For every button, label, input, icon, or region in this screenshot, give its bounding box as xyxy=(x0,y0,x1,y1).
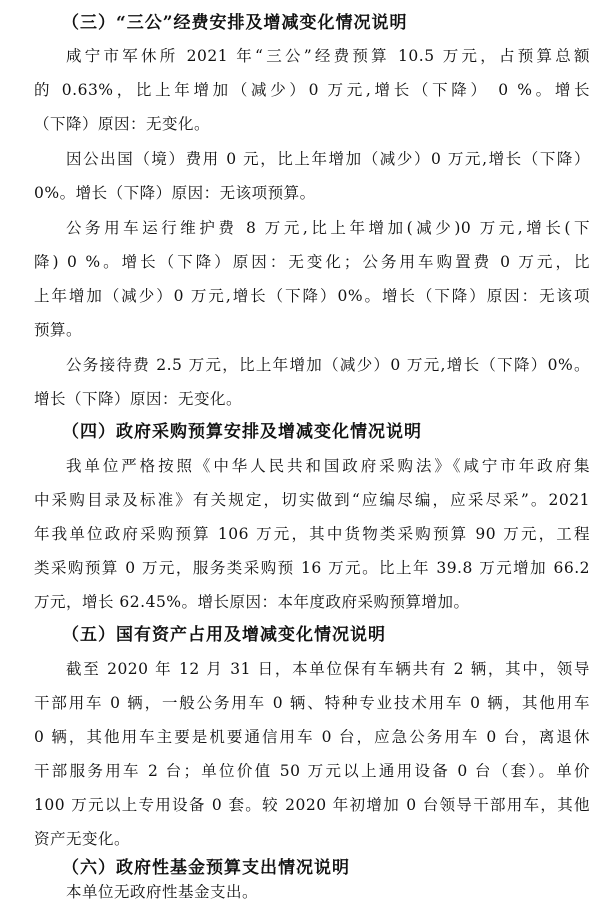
paragraph-line: 中采购目录及标准》有关规定，切实做到“应编尽编，应采尽采”。2021 xyxy=(34,491,590,509)
paragraph-line: 降) 0 %。增长（下降）原因：无变化；公务用车购置费 0 万元，比 xyxy=(34,253,590,271)
paragraph-line: 本单位无政府性基金支出。 xyxy=(66,883,259,901)
paragraph-line: 0%。增长（下降）原因：无该项预算。 xyxy=(34,184,316,202)
paragraph-line: 增长（下降）原因：无变化。 xyxy=(34,390,243,408)
section-heading-6: （六）政府性基金预算支出情况说明 xyxy=(62,858,350,878)
paragraph-line: 因公出国（境）费用 0 元，比上年增加（减少）0 万元,增长（下降） xyxy=(66,150,590,168)
paragraph-line: 资产无变化。 xyxy=(34,830,131,848)
section-heading-5: （五）国有资产占用及增减变化情况说明 xyxy=(62,625,386,645)
section-heading-3: （三）“三公”经费安排及增减变化情况说明 xyxy=(62,13,408,33)
paragraph-line: 万元，增长 62.45%。增长原因：本年度政府采购预算增加。 xyxy=(34,593,470,611)
paragraph-line: 上年增加（减少）0 万元,增长（下降）0%。增长（下降）原因：无该项 xyxy=(34,287,590,305)
paragraph-line: 0 辆，其他用车主要是机要通信用车 0 台，应急公务用车 0 台，离退休 xyxy=(34,728,590,746)
paragraph-line: 预算。 xyxy=(34,321,83,339)
paragraph-line: 干部服务用车 2 台；单位价值 50 万元以上通用设备 0 台（套）。单价 xyxy=(34,762,590,780)
paragraph-line: 类采购预算 0 万元，服务类采购预 16 万元。比上年 39.8 万元增加 66.2 xyxy=(34,559,590,577)
section-heading-4: （四）政府采购预算安排及增减变化情况说明 xyxy=(62,422,422,442)
paragraph-line: 100 万元以上专用设备 0 套。较 2020 年初增加 0 台领导干部用车，其他 xyxy=(34,796,590,814)
paragraph-line: （下降）原因：无变化。 xyxy=(34,115,211,133)
paragraph-line: 年我单位政府采购预算 106 万元，其中货物类采购预算 90 万元，工程 xyxy=(34,525,590,543)
paragraph-line: 干部用车 0 辆，一般公务用车 0 辆、特种专业技术用车 0 辆，其他用车 xyxy=(34,694,590,712)
paragraph-line: 截至 2020 年 12 月 31 日，本单位保有车辆共有 2 辆，其中，领导 xyxy=(66,660,590,678)
paragraph-line: 公务用车运行维护费 8 万元,比上年增加(减少)0 万元,增长(下 xyxy=(66,219,590,237)
paragraph-line: 的 0.63%，比上年增加（减少）0 万元,增长（下降） 0 %。增长 xyxy=(34,81,590,99)
paragraph-line: 我单位严格按照《中华人民共和国政府采购法》《咸宁市年政府集 xyxy=(66,457,590,475)
paragraph-line: 咸宁市军休所 2021 年“三公”经费预算 10.5 万元，占预算总额 xyxy=(66,47,590,65)
paragraph-line: 公务接待费 2.5 万元，比上年增加（减少）0 万元,增长（下降）0%。 xyxy=(66,356,590,374)
